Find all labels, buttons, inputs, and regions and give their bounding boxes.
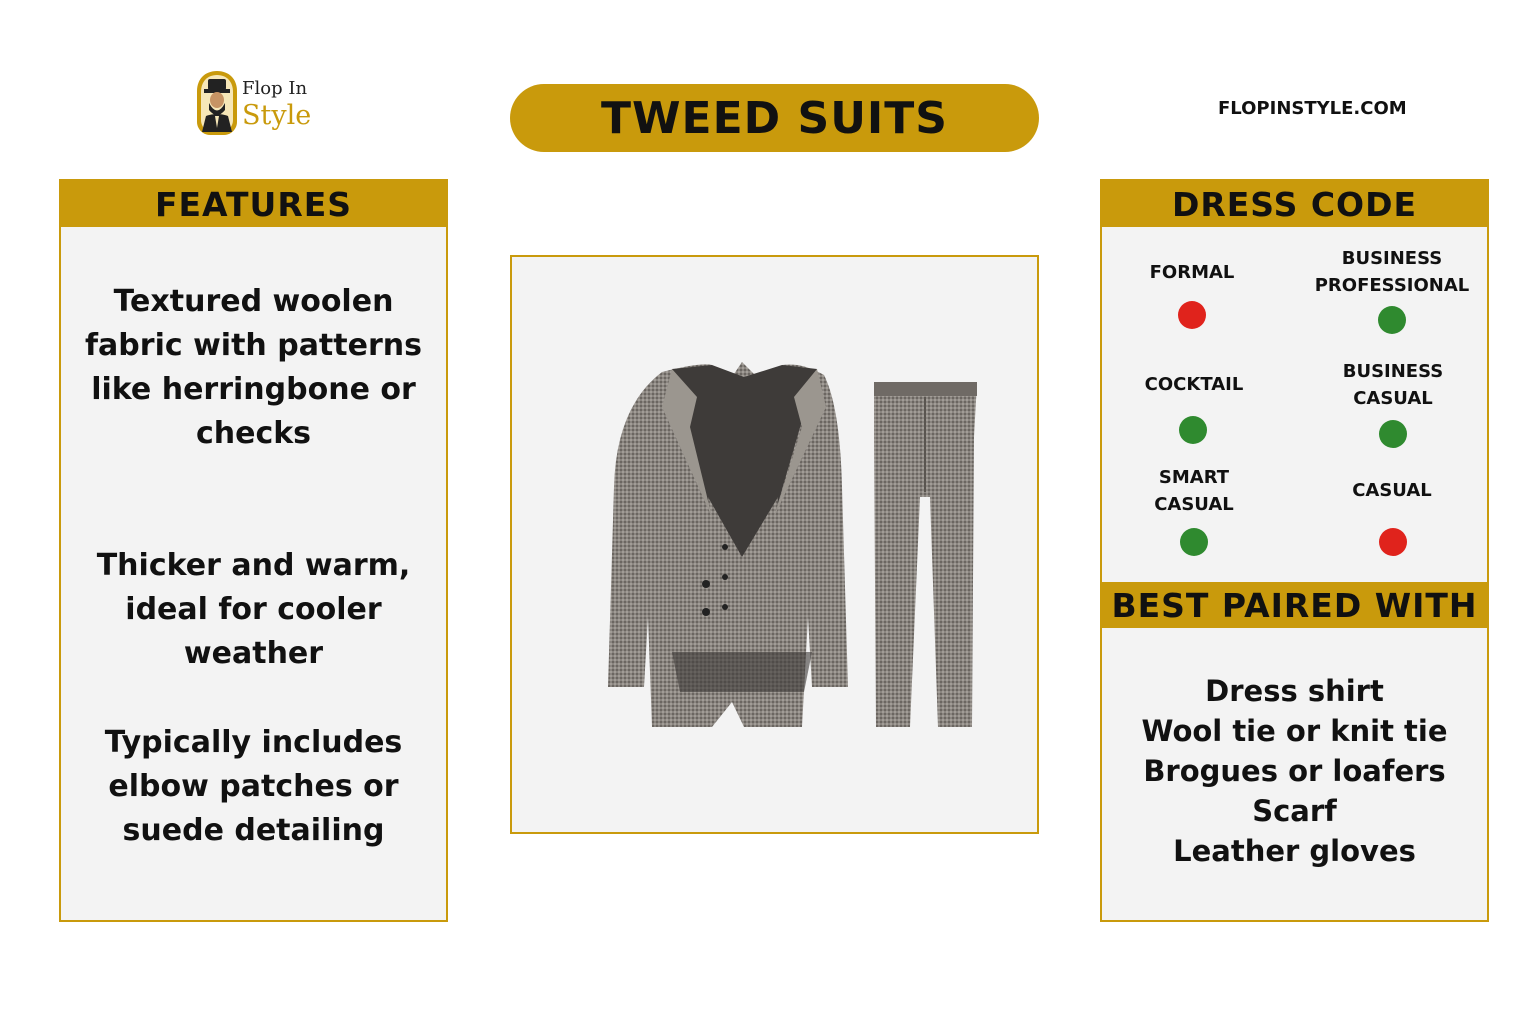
feature-item-1: Textured woolen fabric with patterns like herringbone or checks [85, 284, 422, 451]
paired-item-1: Dress shirt [1205, 674, 1384, 708]
jacket-shape [608, 362, 848, 727]
dress-code-label-smart-casual: SMART CASUAL [1154, 467, 1234, 515]
trousers-shape [874, 382, 977, 727]
casual-status-dot [1379, 528, 1407, 556]
dress-code-label-business-casual: BUSINESS CASUAL [1342, 361, 1444, 409]
dress-code-panel [1100, 179, 1489, 922]
site-url: FLOPINSTYLE.COM [1218, 98, 1407, 119]
feature-item-3: Typically includes elbow patches or suede detailing [104, 725, 403, 848]
paired-item-5: Leather gloves [1173, 834, 1416, 868]
dress-code-label-formal: FORMAL [1149, 262, 1235, 283]
tweed-suit-image [510, 255, 1039, 834]
page-title-banner [510, 84, 1039, 152]
feature-item-2: Thicker and warm, ideal for cooler weather [96, 548, 411, 671]
features-heading: FEATURES [61, 181, 446, 227]
paired-item-4: Scarf [1252, 794, 1337, 828]
man-with-hat-icon [196, 70, 238, 136]
features-body [61, 227, 446, 920]
dress-code-heading: DRESS CODE [1102, 181, 1487, 227]
features-panel [59, 179, 448, 922]
dress-code-label-casual: CASUAL [1352, 480, 1432, 501]
cocktail-status-dot [1179, 416, 1207, 444]
best-paired-heading: BEST PAIRED WITH [1102, 582, 1487, 628]
smart-casual-status-dot [1180, 528, 1208, 556]
page-title: TWEED SUITS [601, 92, 948, 144]
logo-text-style: Style [242, 100, 312, 131]
paired-item-3: Brogues or loafers [1143, 754, 1446, 788]
business-professional-status-dot [1378, 306, 1406, 334]
formal-status-dot [1178, 301, 1206, 329]
logo-text-flop-in: Flop In [242, 78, 308, 99]
business-casual-status-dot [1379, 420, 1407, 448]
paired-item-2: Wool tie or knit tie [1141, 714, 1448, 748]
dress-code-label-business-professional: BUSINESS PROFESSIONAL [1314, 248, 1470, 296]
suit-illustration [512, 257, 1037, 832]
brand-logo [196, 70, 326, 136]
dress-code-label-cocktail: COCKTAIL [1144, 374, 1244, 395]
